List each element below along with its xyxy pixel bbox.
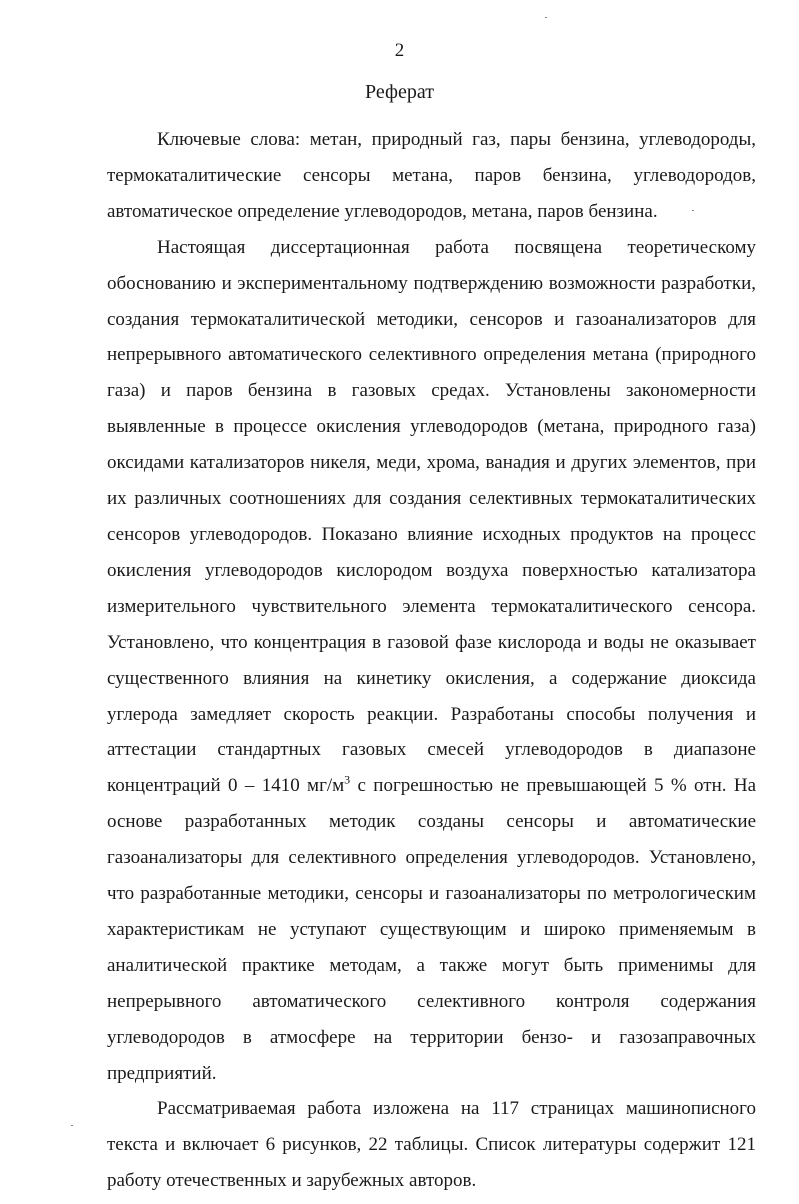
main-paragraph-text-part-1: Настоящая диссертационная работа посвящена теоретическому обоснованию и экспериментальному подтверждению возможности разработки, создания термокаталитической методики, сенсоров и газоанализаторов для непрерывного автоматического селективного определения метана (природного газа) и паров бензина в газовых средах. Установлены закономерности выявленные в процессе окисления углеводородов (метана, природного газа) оксидами катализаторов никеля, меди, хрома, ванадия и других элементов, при их различных соотношениях для создания селективных термокаталитических сенсоров углеводородов. Показано влияние исходных продуктов на процесс окисления углеводородов кислородом воздуха поверхностью катализатора измерительного чувствительного элемента термокаталитического сенсора. Установлено, что концентрация в газовой фазе кислорода и воды не оказывает существенного влияния на кинетику окисления, а содержание диоксида углерода замедляет скорость реакции. Разработаны способы получения и аттестации стандартных газовых смесей углеводородов в диапазоне концентраций 0 – 1410 мг/м [107,236,756,797]
scan-speck [545,17,547,18]
abstract-body [107,122,756,1199]
scan-speck [71,1125,73,1126]
scan-speck [692,210,694,211]
main-paragraph [107,230,756,1092]
cubic-superscript: 3 [344,772,351,787]
page-title: Реферат [365,81,434,103]
volume-paragraph: Рассматриваемая работа изложена на 117 страницах машинописного текста и включает 6 рисунков, 22 таблицы. Список литературы содержит 121 работу отечественных и зарубежных авторов. [107,1098,756,1192]
page-number: 2 [394,40,405,61]
main-paragraph-text-part-2: с погрешностью не превышающей 5 % отн. На основе разработанных методик созданы сенсоры и автоматические газоанализаторы для селективного определения углеводородов. Установлено, что разработанные методики, сенсоры и газоанализаторы по метрологическим характеристикам не уступают существующим и широко применяемым в аналитической практике методам, а также могут быть применимы для непрерывного автоматического селективного контроля содержания углеводородов в атмосфере на территории бензо- и газозаправочных предприятий. [107,775,756,1084]
keywords-paragraph: Ключевые слова: метан, природный газ, пары бензина, углеводороды, термокаталитические сенсоры метана, паров бензина, углеводородов, автоматическое определение углеводородов, метана, паров бензина. [107,129,756,222]
